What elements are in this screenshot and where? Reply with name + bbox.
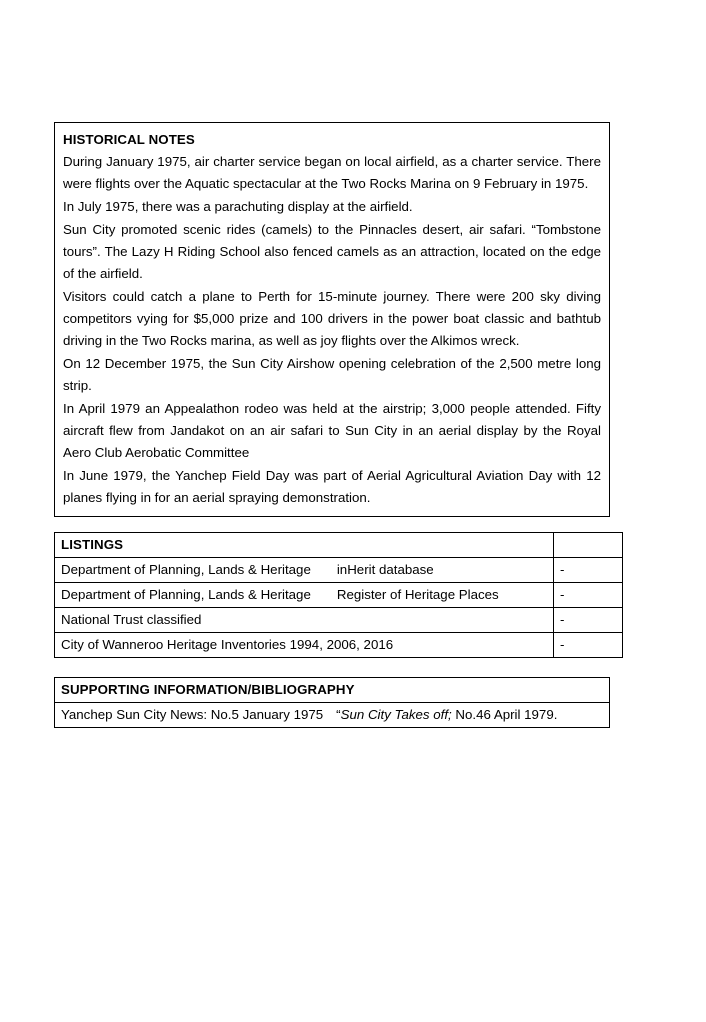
listing-status-flag: - <box>554 558 623 583</box>
bibliography-source-prefix: Yanchep Sun City News: No.5 January 1975 <box>61 707 324 722</box>
listing-register-label: Register of Heritage Places <box>336 587 499 602</box>
listing-authority-label: Department of Planning, Lands & Heritage <box>61 562 311 577</box>
listing-status-flag: - <box>554 608 623 633</box>
listing-status-flag: - <box>554 633 623 658</box>
supporting-information-section <box>54 677 610 728</box>
listing-status-flag: - <box>554 583 623 608</box>
table-row <box>55 633 623 658</box>
historical-notes-paragraph: Visitors could catch a plane to Perth for 15-minute journey. There were 200 sky diving competitors vying for $5,000 prize and 100 drivers in the power boat classic and bathtub driving in the Two Rocks marina, as well as joy flights over the Alkimos wreck. <box>63 289 601 348</box>
historical-notes-paragraph: In April 1979 an Appealathon rodeo was held at the airstrip; 3,000 people attended. Fifty aircraft flew from Jandakot on an air safari to Sun City in an aerial display by the Royal Aero Club Aerobatic Committee <box>63 401 601 460</box>
table-row <box>55 583 623 608</box>
listing-authority-label: City of Wanneroo Heritage Inventories 1994, 2006, 2016 <box>61 637 394 652</box>
listing-entry-cell <box>55 558 554 583</box>
listing-entry-cell <box>55 583 554 608</box>
supporting-information-heading: SUPPORTING INFORMATION/BIBLIOGRAPHY <box>55 678 610 703</box>
table-row <box>55 608 623 633</box>
bibliography-quote-open: “ <box>336 707 341 722</box>
listing-entry-cell <box>55 608 554 633</box>
historical-notes-paragraph: In July 1975, there was a parachuting display at the airfield. <box>63 199 413 215</box>
listing-entry-cell <box>55 633 554 658</box>
table-row <box>55 703 610 728</box>
table-row-header <box>55 533 623 558</box>
bibliography-article-title: Sun City Takes off; <box>340 707 452 722</box>
listings-table <box>54 532 623 658</box>
listing-register-label: inHerit database <box>336 562 434 577</box>
historical-notes-section <box>54 122 610 517</box>
table-row-header <box>55 678 610 703</box>
bibliography-entry-cell <box>55 703 610 728</box>
listings-section <box>54 532 610 658</box>
listings-heading: LISTINGS <box>55 533 554 558</box>
listing-authority-label: Department of Planning, Lands & Heritage <box>61 587 311 602</box>
bibliography-source-suffix: No.46 April 1979. <box>451 707 558 722</box>
historical-notes-body <box>55 123 609 516</box>
historical-notes-paragraph: During January 1975, air charter service began on local airfield, as a charter service. There were flights over the Aquatic spectacular at the Two Rocks Marina on 9 February in 1975. <box>63 154 601 191</box>
supporting-information-table <box>54 677 610 728</box>
historical-notes-heading: HISTORICAL NOTES <box>63 132 195 147</box>
historical-notes-paragraph: In June 1979, the Yanchep Field Day was part of Aerial Agricultural Aviation Day with 12 planes flying in for an aerial spraying demonstration. <box>63 468 601 505</box>
table-row <box>55 558 623 583</box>
listing-authority-label: National Trust classified <box>61 612 202 627</box>
listings-heading-flag <box>554 533 623 558</box>
historical-notes-paragraph: On 12 December 1975, the Sun City Airshow opening celebration of the 2,500 metre long strip. <box>63 356 601 393</box>
historical-notes-paragraph: Sun City promoted scenic rides (camels) to the Pinnacles desert, air safari. “Tombstone tours”. The Lazy H Riding School also fenced camels as an attraction, located on the edge of the airfield. <box>63 222 601 281</box>
